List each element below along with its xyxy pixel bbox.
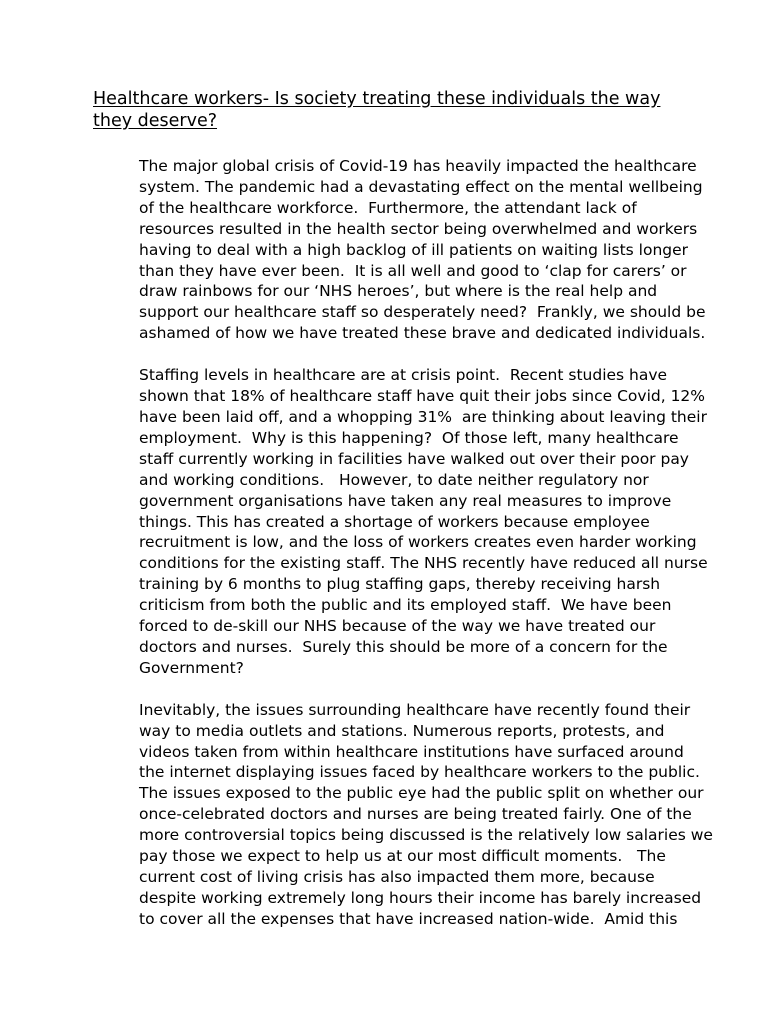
paragraph-line: training by 6 months to plug staffing gaps, thereby receiving harsh	[139, 575, 661, 594]
paragraph-line: recruitment is low, and the loss of workers creates even harder working	[139, 533, 697, 552]
paragraph-line: conditions for the existing staff. The NHS recently have reduced all nurse	[139, 554, 708, 573]
paragraph-line: things. This has created a shortage of workers because employee	[139, 512, 650, 531]
paragraph	[139, 365, 708, 679]
paragraph-line: having to deal with a high backlog of ill patients on waiting lists longer	[139, 240, 689, 259]
paragraph-line: resources resulted in the health sector being overwhelmed and workers	[139, 219, 698, 238]
paragraph-line: to cover all the expenses that have increased nation-wide. Amid this	[139, 909, 678, 928]
paragraph-line: ashamed of how we have treated these brave and dedicated individuals.	[139, 324, 706, 343]
paragraph-line: Government?	[139, 658, 244, 677]
paragraph-line: of the healthcare workforce. Furthermore, the attendant lack of	[139, 198, 637, 217]
paragraph-line: support our healthcare staff so desperately need? Frankly, we should be	[139, 303, 706, 322]
paragraph-line: pay those we expect to help us at our most difficult moments. The	[139, 847, 666, 866]
paragraph-line: Staffing levels in healthcare are at crisis point. Recent studies have	[139, 366, 668, 385]
paragraph-line: more controversial topics being discussed is the relatively low salaries we	[139, 826, 713, 845]
paragraph-line: employment. Why is this happening? Of those left, many healthcare	[139, 428, 679, 447]
paragraph-line: forced to de-skill our NHS because of the way we have treated our	[139, 617, 656, 636]
paragraph-line: once-celebrated doctors and nurses are being treated fairly. One of the	[139, 805, 692, 824]
paragraph-line: than they have ever been. It is all well and good to ‘clap for carers’ or	[139, 261, 687, 280]
paragraph	[139, 700, 713, 930]
paragraph-line: criticism from both the public and its employed staff. We have been	[139, 596, 672, 615]
paragraph-line: shown that 18% of healthcare staff have quit their jobs since Covid, 12%	[139, 387, 706, 406]
paragraph-line: way to media outlets and stations. Numerous reports, protests, and	[139, 721, 665, 740]
paragraph-line: The issues exposed to the public eye had the public split on whether our	[139, 784, 704, 803]
paragraph-line: Inevitably, the issues surrounding healthcare have recently found their	[139, 700, 691, 719]
document-body	[139, 156, 713, 951]
document-title: Healthcare workers- Is society treating these individuals the way they deserve?	[93, 89, 661, 131]
paragraph-line: despite working extremely long hours their income has barely increased	[139, 888, 702, 907]
paragraph-line: doctors and nurses. Surely this should be more of a concern for the	[139, 637, 668, 656]
paragraph-line: government organisations have taken any real measures to improve	[139, 491, 672, 510]
paragraph	[139, 156, 706, 344]
paragraph-line: and working conditions. However, to date neither regulatory nor	[139, 470, 649, 489]
paragraph-line: The major global crisis of Covid-19 has heavily impacted the healthcare	[139, 157, 697, 175]
paragraph-line: videos taken from within healthcare institutions have surfaced around	[139, 742, 684, 761]
paragraph-line: have been laid off, and a whopping 31% are thinking about leaving their	[139, 407, 707, 426]
paragraph-line: current cost of living crisis has also impacted them more, because	[139, 868, 655, 886]
paragraph-line: system. The pandemic had a devastating effect on the mental wellbeing	[139, 177, 703, 196]
paragraph-line: staff currently working in facilities have walked out over their poor pay	[139, 449, 689, 468]
paragraph-line: draw rainbows for our ‘NHS heroes’, but where is the real help and	[139, 282, 658, 301]
paragraph-line: the internet displaying issues faced by healthcare workers to the public.	[139, 763, 700, 782]
